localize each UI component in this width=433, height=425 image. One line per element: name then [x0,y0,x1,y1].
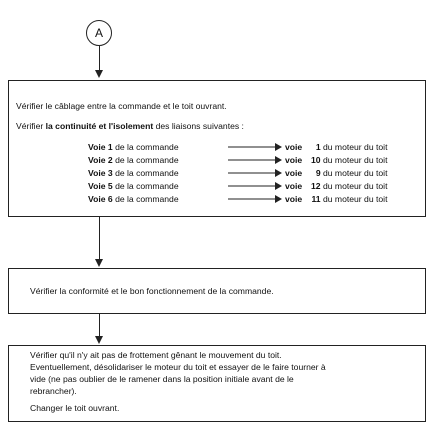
flow-line-3 [99,314,100,337]
connection-row-1: Voie 1 de la commande voie 1 du moteur du toit [88,142,388,152]
right-arrow-icon [228,182,282,190]
connection-row-2: Voie 2 de la commande voie 10 du moteur du toit [88,155,388,165]
connection-row-4: Voie 5 de la commande voie 12 du moteur du toit [88,181,388,191]
box3-line1: Vérifier qu'il n'y ait pas de frottement gênant le mouvement du toit. [30,350,282,360]
right-arrow-icon [228,156,282,164]
flow-line-2 [99,217,100,259]
flow-arrow-3 [95,336,103,344]
flow-arrow-2 [95,259,103,267]
flow-line-1 [99,46,100,70]
box1-line2: Vérifier la continuité et l'isolement des liaisons suivantes : [16,121,244,131]
connection-row-5: Voie 6 de la commande voie 11 du moteur du toit [88,194,388,204]
flow-arrow-1 [95,70,103,78]
right-arrow-icon [228,169,282,177]
box2-text: Vérifier la conformité et le bon fonctionnement de la commande. [30,286,274,296]
right-arrow-icon [228,143,282,151]
box3-line5: Changer le toit ouvrant. [30,403,120,413]
box1-line1: Vérifier le câblage entre la commande et le toit ouvrant. [16,101,227,111]
right-arrow-icon [228,195,282,203]
connector-label: A [94,26,103,40]
connection-row-3: Voie 3 de la commande voie 9 du moteur du toit [88,168,388,178]
box3-line4: rebrancher). [30,386,77,396]
connector-circle-a [86,20,112,46]
box3-line3: vide (ne pas oublier de le ramener dans la position initiale avant de le [30,374,294,384]
box3-line2: Eventuellement, désolidariser le moteur du toit et essayer de le faire tourner à [30,362,326,372]
